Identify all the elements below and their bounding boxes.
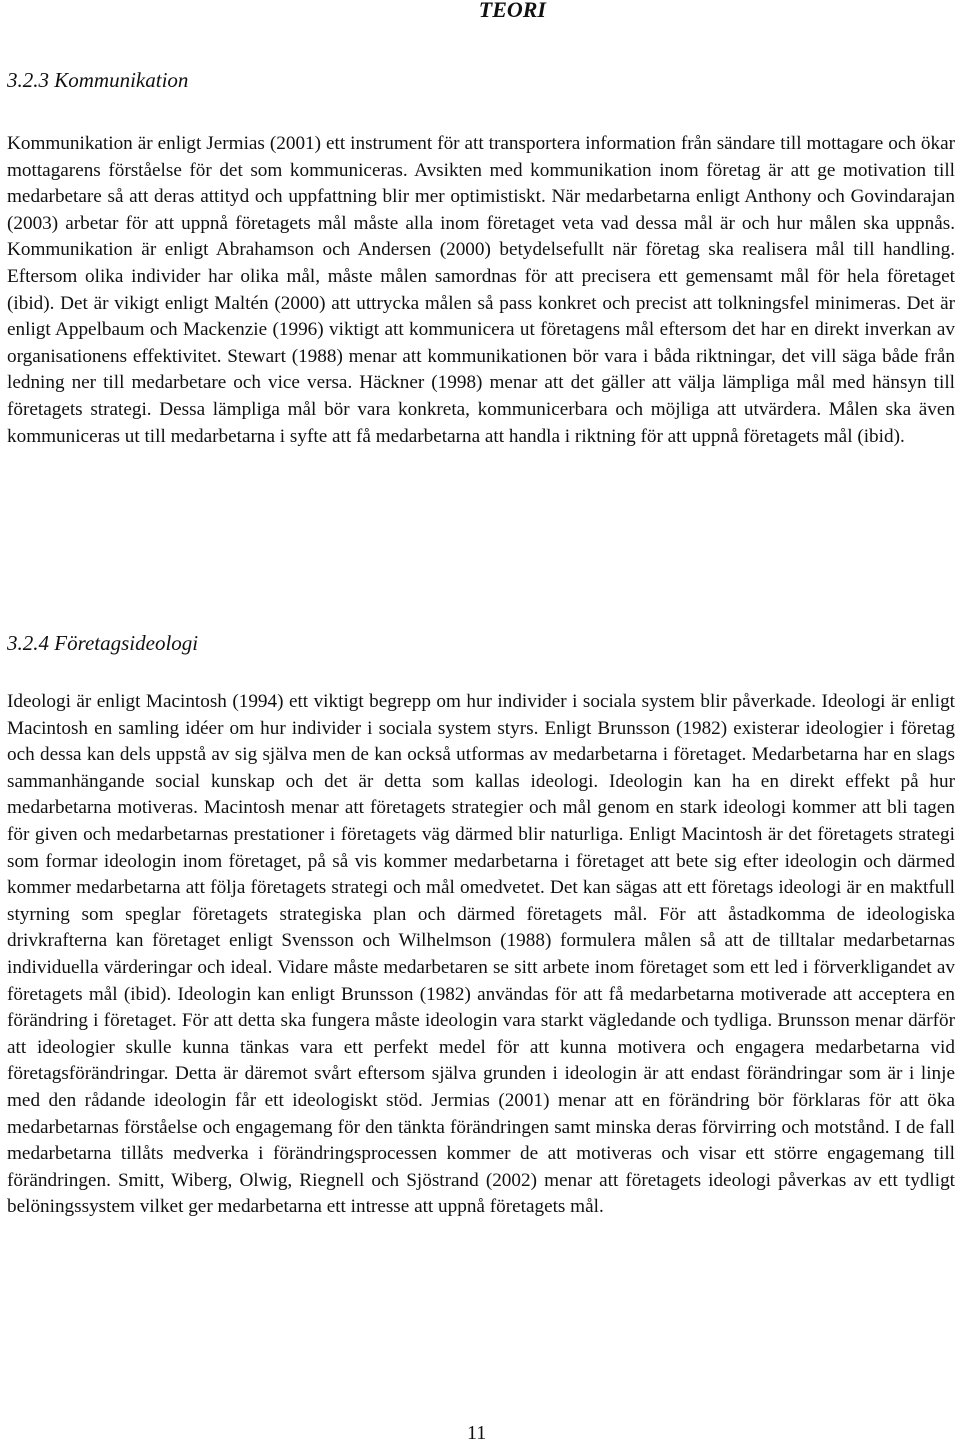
page-number: 11 xyxy=(467,1422,487,1444)
running-header: TEORI xyxy=(478,0,546,22)
section-heading-kommunikation: 3.2.3 Kommunikation xyxy=(7,68,189,92)
body-paragraph-foretagsideologi: Ideologi är enligt Macintosh (1994) ett viktigt begrepp om hur individer i sociala system blir påverkade. Ideologi är enligt Macintosh en samling idéer om hur individer i sociala system styrs. Enligt Brunsson (1982) existerar ideologier i företag och dessa kan dels uppstå av sig själva men de kan också utformas av medarbetarna i företaget. Medarbetarna har en slags sammanhängande social kunskap och det är detta som kallas ideologi. Ideologin kan ha en direkt effekt på hur medarbetarna motiveras. Macintosh menar att företagets strategier och mål genom en stark ideologi kommer att bli tagen för given och medarbetarnas prestationer i företagets väg därmed blir naturliga. Enligt Macintosh är det företagets strategi som formar ideologin inom företaget, på så vis kommer medarbetarna i företaget att bete sig efter ideologin och därmed kommer medarbetarna att följa företagets strategi och mål omedvetet. Det kan sägas att ett företags ideologi är en maktfull styrning som speglar företagets strategiska plan och därmed företagets mål. För att åstadkomma de ideologiska drivkrafterna kan företaget enligt Svensson och Wilhelmson (1988) formulera målen så att de tilltalar medarbetarnas individuella värderingar och ideal. Vidare måste medarbetaren se sitt arbete inom företaget som ett led i förverkligandet av företagets mål (ibid). Ideologin kan enligt Brunsson (1982) användas för att få medarbetarna motiverade att acceptera en förändring i företaget. För att detta ska fungera måste ideologin vara starkt vägledande och tydliga. Brunsson menar därför att ideologier skulle kunna tänkas vara ett perfekt medel för att kunna motivera och engagera medarbetarna vid företagsförändringar. Detta är däremot svårt eftersom själva grunden i ideologin är att endast förändringar som är i linje med den rådande ideologin får ett ideologiskt stöd. Jermias (2001) menar att en förändring bör förklaras för att öka medarbetarnas förståelse och engagemang för den tänkta förändringen samt minska deras förvirring och motstånd. I de fall medarbetarna tillåts medverka i förändringsprocessen kommer de att motiveras och visar ett större engagemang till förändringen. Smitt, Wiberg, Olwig, Riegnell och Sjöstrand (2002) menar att företagets ideologi påverkas av ett tydligt belöningssystem vilket ger medarbetarna ett intresse att uppnå företagets mål. xyxy=(7,691,955,1218)
section-heading-foretagsideologi: 3.2.4 Företagsideologi xyxy=(7,631,199,655)
body-paragraph-kommunikation: Kommunikation är enligt Jermias (2001) ett instrument för att transportera information från sändare till mottagare och ökar mottagarens förståelse för det som kommuniceras. Avsikten med kommunikation inom företag är att ge motivation till medarbetare så att deras attityd och uppfattning blir mer optimistiskt. När medarbetarna enligt Anthony och Govindarajan (2003) arbetar för att uppnå företagets mål måste alla inom företaget veta vad dessa mål är och hur målen ska uppnås. Kommunikation är enligt Abrahamson och Andersen (2000) betydelsefullt när företag ska realisera mål till handling. Eftersom olika individer har olika mål, måste målen samordnas för att precisera ett gemensamt mål för hela företaget (ibid). Det är vikigt enligt Maltén (2000) att uttrycka målen så pass konkret och precist att tolkningsfel minimeras. Det är enligt Appelbaum och Mackenzie (1996) viktigt att kommunicera ut företagens mål eftersom det har en direkt inverkan av organisationens effektivitet. Stewart (1988) menar att kommunikationen bör vara i båda riktningar, det vill säga både från ledning ner till medarbetare och vice versa. Häckner (1998) menar att det gäller att välja lämpliga mål med hänsyn till företagets strategi. Dessa lämpliga mål bör vara konkreta, kommunicerbara och möjliga att utvärdera. Målen ska även kommuniceras ut till medarbetarna i syfte att få medarbetarna att handla i riktning för att uppnå företagets mål (ibid). xyxy=(7,133,955,447)
